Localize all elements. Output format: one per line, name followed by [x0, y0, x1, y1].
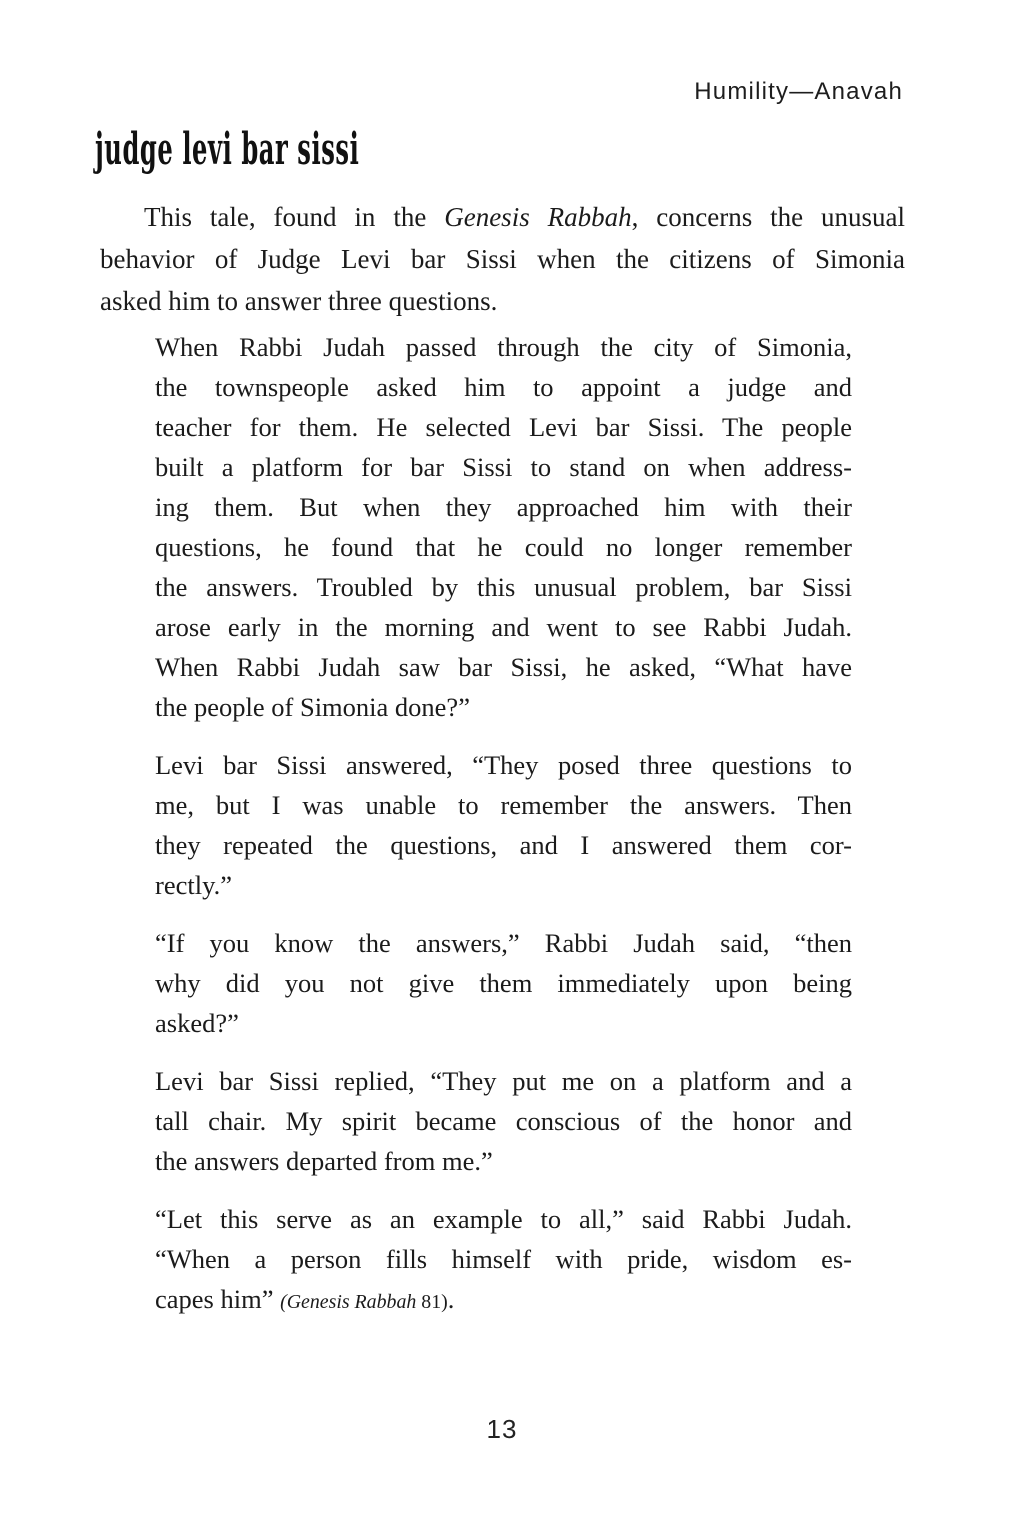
text-segment: they repeated the questions, and I answered them cor-: [155, 830, 852, 860]
text-segment: asked?”: [155, 1008, 239, 1038]
text-line: [155, 785, 852, 825]
text-line: [155, 1199, 852, 1239]
text-line: [155, 1239, 852, 1279]
text-segment: the townspeople asked him to appoint a judge and: [155, 372, 852, 402]
quote-paragraph: [155, 1199, 852, 1322]
text-segment: Genesis Rabbah: [444, 202, 632, 232]
text-line: [155, 447, 852, 487]
text-segment: asked him to answer three questions.: [100, 286, 498, 316]
text-line: [155, 567, 852, 607]
text-segment: When Rabbi Judah saw bar Sissi, he asked, “What have: [155, 652, 852, 682]
intro-paragraph: [100, 196, 905, 340]
text-segment: teacher for them. He selected Levi bar Sissi. The people: [155, 412, 852, 442]
text-line: [155, 1141, 852, 1181]
text-segment: “Let this serve as an example to all,” said Rabbi Judah.: [155, 1204, 852, 1234]
quote-paragraph: [155, 745, 852, 905]
text-segment: , concerns the unusual: [631, 202, 905, 232]
text-line: [155, 963, 852, 1003]
text-line: [155, 1279, 852, 1322]
text-line: [155, 1061, 852, 1101]
text-segment: the people of Simonia done?”: [155, 692, 470, 722]
text-segment: 81): [416, 1291, 448, 1313]
story-title: judge levi bar sissi: [95, 124, 360, 175]
text-segment: “When a person fills himself with pride, wisdom es-: [155, 1244, 852, 1274]
quote-paragraph: [155, 327, 852, 727]
text-line: [155, 327, 852, 367]
text-segment: built a platform for bar Sissi to stand on when address-: [155, 452, 852, 482]
text-segment: “If you know the answers,” Rabbi Judah said, “then: [155, 928, 852, 958]
page-number: 13: [486, 1414, 518, 1444]
text-line: [155, 1003, 852, 1043]
story-quote-block: [155, 327, 852, 1340]
quote-paragraph: [155, 1061, 852, 1181]
text-segment: arose early in the morning and went to see Rabbi Judah.: [155, 612, 852, 642]
text-segment: why did you not give them immediately upon being: [155, 968, 852, 998]
text-segment: the answers departed from me.”: [155, 1146, 493, 1176]
text-segment: Levi bar Sissi answered, “They posed three questions to: [155, 750, 852, 780]
quote-paragraph: [155, 923, 852, 1043]
text-line: [155, 865, 852, 905]
text-segment: ing them. But when they approached him with their: [155, 492, 852, 522]
text-line: [155, 825, 852, 865]
text-line: [155, 745, 852, 785]
text-line: [155, 367, 852, 407]
text-segment: When Rabbi Judah passed through the city of Simonia,: [155, 332, 852, 362]
text-segment: This tale, found in the: [144, 202, 445, 232]
text-line: [155, 487, 852, 527]
text-segment: rectly.”: [155, 870, 232, 900]
text-segment: Levi bar Sissi replied, “They put me on a platform and a: [155, 1066, 852, 1096]
text-line: [100, 238, 905, 280]
text-segment: the answers. Troubled by this unusual problem, bar Sissi: [155, 572, 852, 602]
text-segment: me, but I was unable to remember the answers. Then: [155, 790, 852, 820]
text-segment: (Genesis Rabbah: [280, 1291, 417, 1313]
text-segment: behavior of Judge Levi bar Sissi when the citizens of Simonia: [100, 244, 905, 274]
text-line: [155, 527, 852, 567]
text-line: [155, 1101, 852, 1141]
text-segment: questions, he found that he could no longer remember: [155, 532, 852, 562]
text-line: [100, 280, 905, 322]
text-line: [155, 607, 852, 647]
text-segment: capes him”: [155, 1284, 281, 1314]
text-line: [155, 923, 852, 963]
text-line: [100, 196, 905, 238]
text-line: [155, 687, 852, 727]
text-segment: tall chair. My spirit became conscious of the honor and: [155, 1106, 852, 1136]
text-segment: .: [447, 1284, 455, 1314]
text-line: [155, 407, 852, 447]
intro-text: [100, 196, 905, 322]
text-line: [155, 647, 852, 687]
running-header: Humility—Anavah: [694, 78, 903, 105]
